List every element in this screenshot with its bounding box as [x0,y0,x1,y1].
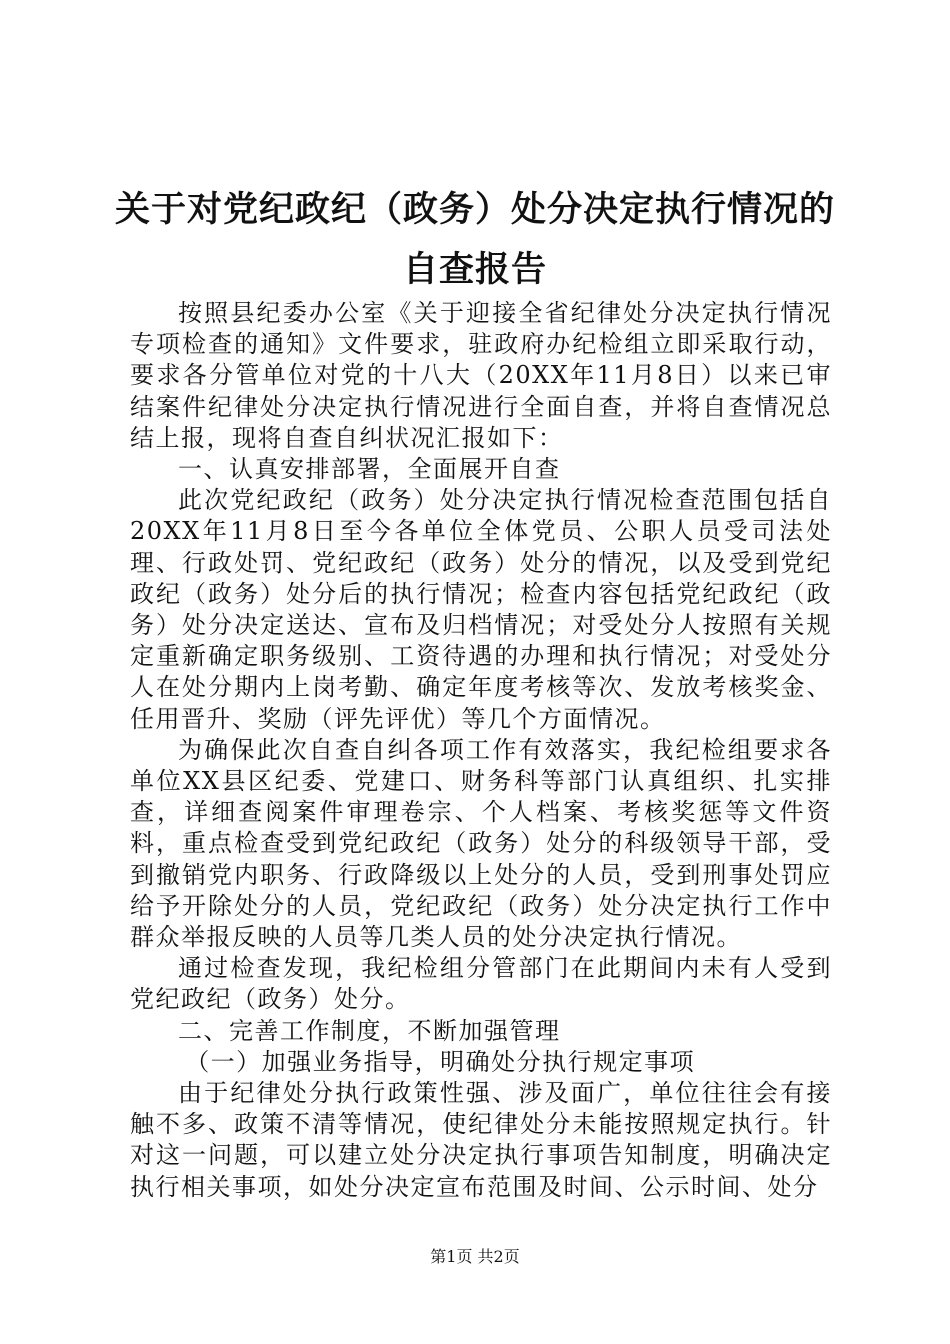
document-body [130,298,832,1203]
paragraph-scope: 此次党纪政纪（政务）处分决定执行情况检查范围包括自20XX年11月8日至今各单位全体党员、公职人员受司法处理、行政处罚、党纪政纪（政务）处分的情况，以及受到党纪政纪（政务）处分后的执行情况；检查内容包括党纪政纪（政务）处分决定送达、宣布及归档情况；对受处分人按照有关规定重新确定职务级别、工资待遇的办理和执行情况；对受处分人在处分期内上岗考勤、确定年度考核等次、发放考核奖金、任用晋升、奖励（评先评优）等几个方面情况。 [130,486,832,733]
subsection-heading-1: （一）加强业务指导，明确处分执行规定事项 [185,1047,696,1076]
paragraph-guidance: 由于纪律处分执行政策性强、涉及面广，单位往往会有接触不多、政策不清等情况，使纪律处分未能按照规定执行。针对这一问题，可以建立处分决定执行事项告知制度，明确决定执行相关事项，如处分决定宣布范围及时间、公示时间、处分 [130,1079,832,1201]
page-footer: 第1页 共2页 [430,1247,520,1266]
paragraph-findings: 通过检查发现，我纪检组分管部门在此期间内未有人受到党纪政纪（政务）处分。 [130,954,832,1014]
paragraph-intro: 按照县纪委办公室《关于迎接全省纪律处分决定执行情况专项检查的通知》文件要求，驻政府办纪检组立即采取行动，要求各分管单位对党的十八大（20XX年11月8日）以来已审结案件纪律处分决定执行情况进行全面自查，并将自查情况总结上报，现将自查自纠状况汇报如下： [130,299,832,452]
section-heading-2: 二、完善工作制度，不断加强管理 [178,1016,561,1045]
section-heading-1: 一、认真安排部署，全面展开自查 [178,455,561,484]
document-title-line-2: 自查报告 [402,250,547,290]
document-title-line-1: 关于对党纪政纪（政务）处分决定执行情况的 [114,190,835,230]
paragraph-implementation: 为确保此次自查自纠各项工作有效落实，我纪检组要求各单位XX县区纪委、党建口、财务科等部门认真组织、扎实排查，详细查阅案件审理卷宗、个人档案、考核奖惩等文件资料，重点检查受到党纪政纪（政务）处分的科级领导干部，受到撤销党内职务、行政降级以上处分的人员，受到刑事处罚应给予开除处分的人员，党纪政纪（政务）处分决定执行工作中群众举报反映的人员等几类人员的处分决定执行情况。 [130,735,832,952]
